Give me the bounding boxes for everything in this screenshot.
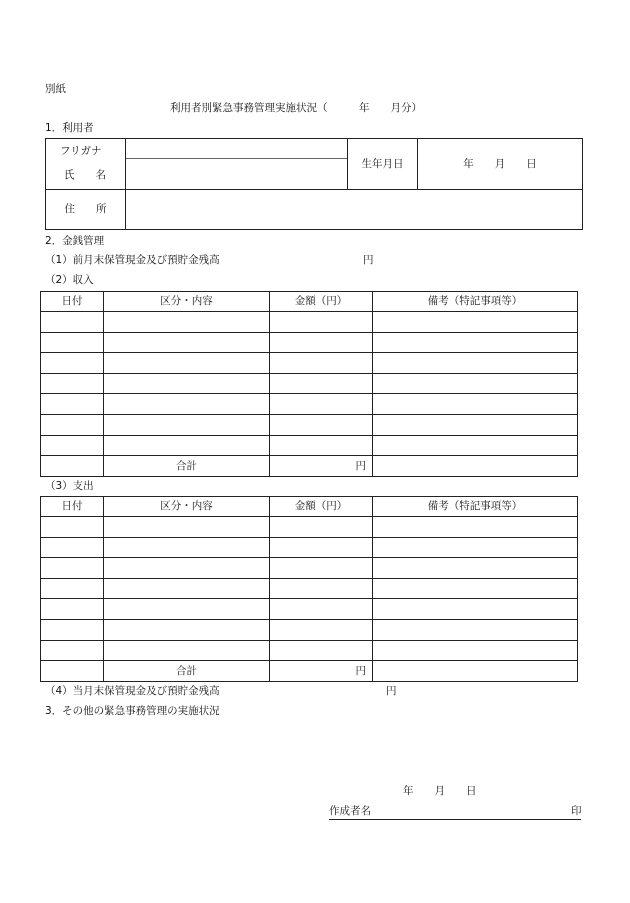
- furigana-label: フリガナ: [60, 145, 102, 157]
- end-balance-unit: 円: [386, 685, 397, 697]
- page-title: 利用者別緊急事務管理実施状況（ 年 月分）: [170, 102, 422, 114]
- table-row[interactable]: [41, 332, 578, 353]
- table-row[interactable]: [41, 599, 578, 620]
- expense-total-unit: 円: [270, 661, 373, 682]
- birthdate-field[interactable]: 年 月 日: [418, 139, 583, 190]
- section-other-heading: 3．その他の緊急事務管理の実施状況: [45, 705, 220, 717]
- col-date: 日付: [41, 497, 104, 517]
- col-category: 区分・内容: [104, 497, 270, 517]
- furigana-divider: [126, 158, 347, 159]
- table-row[interactable]: [41, 619, 578, 640]
- table-row[interactable]: [41, 414, 578, 435]
- col-category: 区分・内容: [104, 292, 270, 312]
- col-amount: 金額（円）: [270, 292, 373, 312]
- table-row[interactable]: [41, 353, 578, 374]
- end-balance-label: （4）当月末保管現金及び預貯金残高: [45, 685, 220, 697]
- author-label: 作成者名: [329, 805, 371, 817]
- name-label-cell: [46, 139, 126, 190]
- table-row[interactable]: [41, 394, 578, 415]
- table-row[interactable]: [41, 558, 578, 579]
- income-heading: （2）収入: [45, 274, 94, 286]
- section-user-heading: 1．利用者: [45, 122, 94, 134]
- table-row[interactable]: [41, 517, 578, 538]
- col-remarks: 備考（特記事項等）: [373, 292, 578, 312]
- col-remarks: 備考（特記事項等）: [373, 497, 578, 517]
- income-table: [40, 291, 578, 477]
- table-row[interactable]: [41, 640, 578, 661]
- section-money-heading: 2．金銭管理: [45, 235, 105, 247]
- total-row: [41, 661, 578, 682]
- table-row[interactable]: [41, 435, 578, 456]
- table-row[interactable]: [41, 578, 578, 599]
- name-field[interactable]: [126, 139, 348, 190]
- expense-total-label: 合計: [104, 661, 270, 682]
- seal-label: 印: [571, 805, 582, 817]
- user-info-table: [45, 138, 583, 230]
- income-total-label: 合計: [104, 456, 270, 477]
- prev-balance-unit: 円: [363, 254, 374, 266]
- prev-balance-label: （1）前月末保管現金及び預貯金残高: [45, 254, 220, 266]
- col-date: 日付: [41, 292, 104, 312]
- table-row[interactable]: [41, 373, 578, 394]
- footer-date: 年 月 日: [403, 785, 477, 797]
- table-row[interactable]: [41, 312, 578, 333]
- income-total-unit: 円: [270, 456, 373, 477]
- total-row: [41, 456, 578, 477]
- table-row[interactable]: [41, 537, 578, 558]
- name-label: 氏 名: [64, 169, 106, 181]
- author-signature-line[interactable]: [329, 819, 581, 820]
- attachment-label: 別紙: [45, 83, 66, 95]
- address-label: 住 所: [46, 190, 126, 230]
- col-amount: 金額（円）: [270, 497, 373, 517]
- expense-table: [40, 496, 578, 682]
- address-field[interactable]: [126, 190, 583, 230]
- expense-heading: （3）支出: [45, 480, 94, 492]
- birthdate-label: 生年月日: [348, 139, 418, 190]
